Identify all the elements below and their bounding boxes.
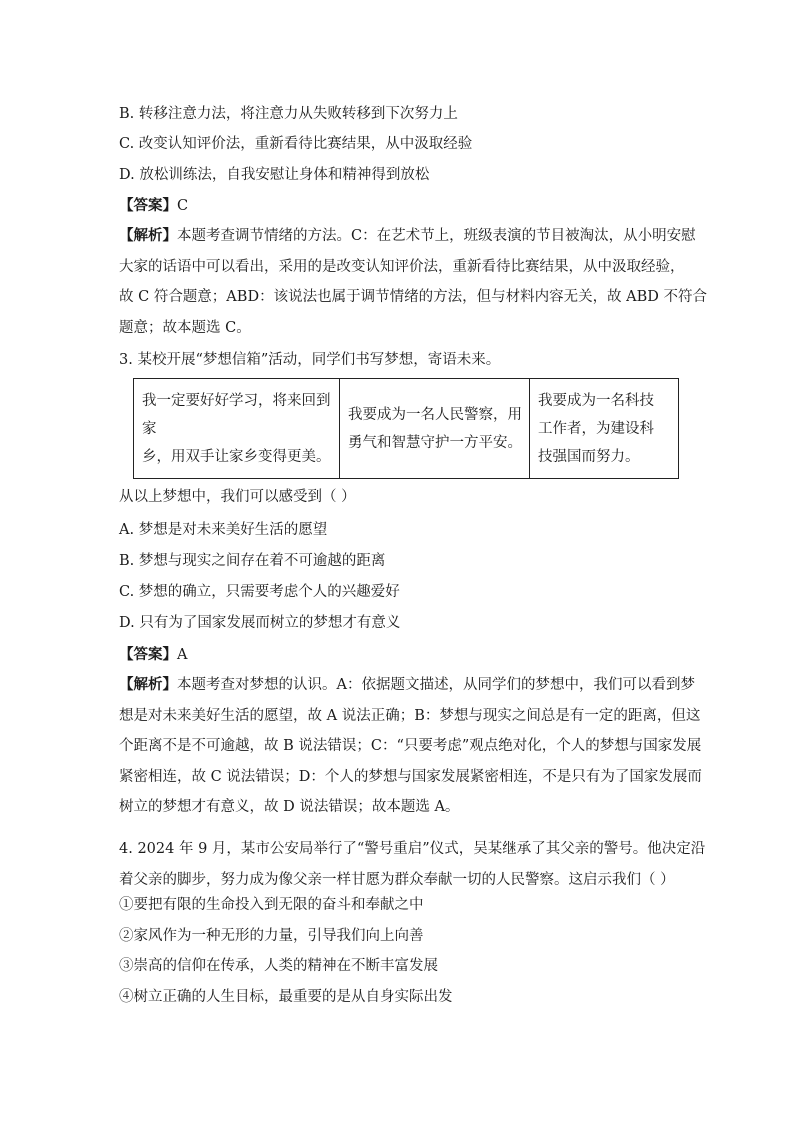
analysis-tag: 【解析】 [119, 676, 177, 693]
q3-analysis [119, 670, 702, 823]
dream-cell-3: 我要成为一名科技 工作者，为建设科 技强国而努力。 [530, 379, 679, 479]
stem-line: 着父亲的脚步，努力成为像父亲一样甘愿为群众奉献一切的人民警察。这启示我们（ ） [119, 871, 675, 888]
q4-statement-2: ②家风作为一种无形的力量，引导我们向上向善 [119, 928, 424, 944]
q2-option-d: D. 放松训练法，自我安慰让身体和精神得到放松 [119, 167, 430, 183]
analysis-tag: 【解析】 [119, 227, 177, 244]
q2-option-c: C. 改变认知评价法，重新看待比赛结果，从中汲取经验 [119, 136, 473, 152]
analysis-line: 想是对未来美好生活的愿望，故 A 说法正确；B：梦想与现实之间总是有一定的距离，但这 [119, 707, 701, 724]
q2-option-b: B. 转移注意力法，将注意力从失败转移到下次努力上 [119, 106, 458, 122]
dream-cell-1: 我一定要好好学习，将来回到家 乡，用双手让家乡变得更美。 [134, 379, 340, 479]
analysis-line: 本题考查对梦想的认识。A：依据题文描述，从同学们的梦想中，我们可以看到梦 [177, 677, 695, 693]
answer-tag: 【答案】 [119, 197, 177, 214]
q3-answer [119, 645, 679, 665]
analysis-line: 本题考查调节情绪的方法。C：在艺术节上，班级表演的节目被淘汰，从小明安慰 [177, 228, 696, 244]
dream-table [133, 378, 679, 479]
answer-value: A [177, 647, 188, 663]
answer-value: C [177, 198, 189, 214]
q3-option-c: C. 梦想的确立，只需要考虑个人的兴趣爱好 [119, 584, 400, 600]
q4-statement-1: ①要把有限的生命投入到无限的奋斗和奉献之中 [119, 897, 424, 913]
q3-option-b: B. 梦想与现实之间存在着不可逾越的距离 [119, 553, 386, 569]
q3-question: 从以上梦想中，我们可以感受到（ ） [119, 489, 356, 505]
answer-tag: 【答案】 [119, 646, 177, 663]
analysis-line: 大家的话语中可以看出，采用的是改变认知评价法，重新看待比赛结果，从中汲取经验， [119, 258, 685, 275]
q3-option-d: D. 只有为了国家发展而树立的梦想才有意义 [119, 615, 401, 631]
q2-answer [119, 196, 679, 216]
analysis-line: 树立的梦想才有意义，故 D 说法错误；故本题选 A。 [119, 799, 460, 815]
analysis-line: 故 C 符合题意；ABD：该说法也属于调节情绪的方法，但与材料内容无关，故 ABD 不符合 [119, 289, 708, 305]
q4-stem [119, 834, 706, 895]
analysis-line: 题意；故本题选 C。 [119, 319, 251, 336]
analysis-line: 紧密相连，故 C 说法错误；D：个人的梦想与国家发展紧密相连，不是只有为了国家发展而 [119, 768, 702, 785]
q4-statement-4: ④树立正确的人生目标，最重要的是从自身实际出发 [119, 989, 453, 1005]
q3-stem: 3. 某校开展“梦想信箱”活动，同学们书写梦想，寄语未来。 [119, 352, 501, 368]
stem-line: 4. 2024 年 9 月，某市公安局举行了“警号重启”仪式，吴某继承了其父亲的警号。他决定沿 [119, 841, 706, 857]
q4-statement-3: ③崇高的信仰在传承，人类的精神在不断丰富发展 [119, 958, 438, 974]
analysis-line: 个距离不是不可逾越，故 B 说法错误；C：“只要考虑”观点绝对化，个人的梦想与国家发展 [119, 738, 702, 754]
dream-cell-2: 我要成为一名人民警察，用 勇气和智慧守护一方平安。 [340, 379, 530, 479]
q3-option-a: A. 梦想是对未来美好生活的愿望 [119, 522, 328, 538]
q2-analysis [119, 221, 708, 343]
